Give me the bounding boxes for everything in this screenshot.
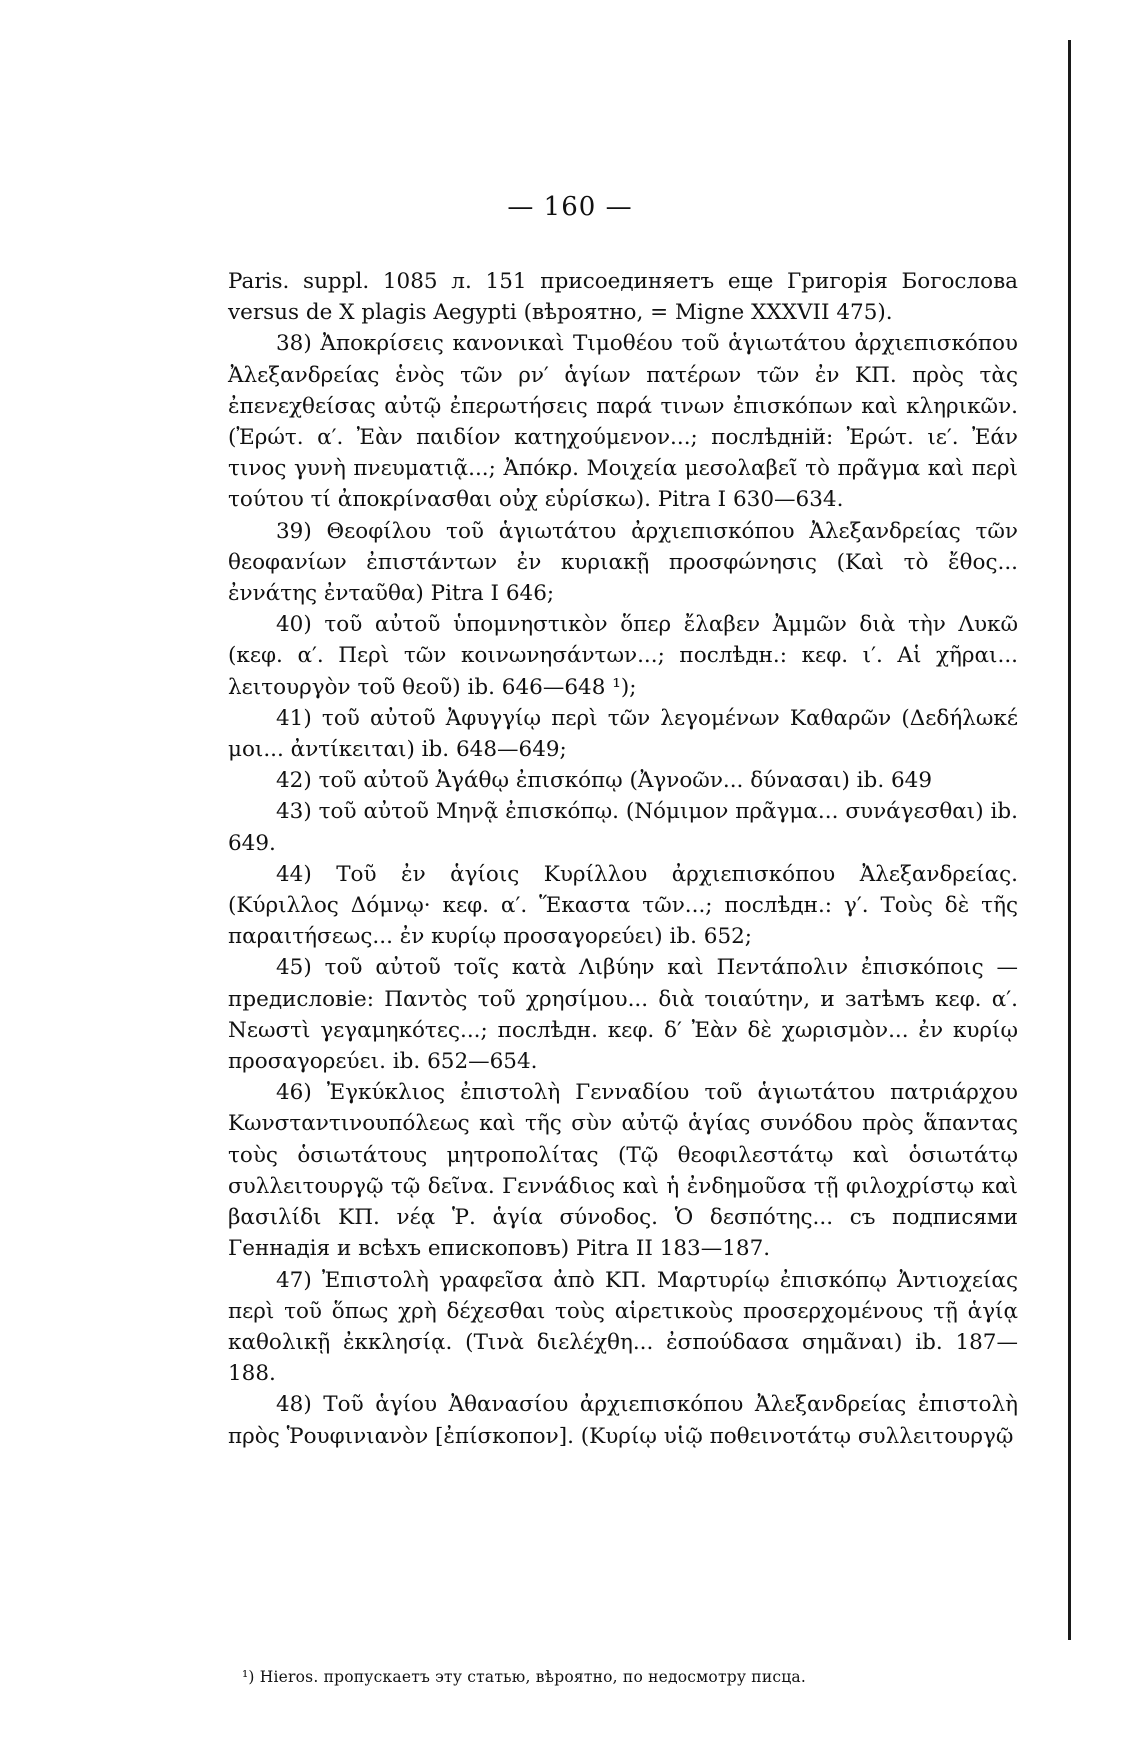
paragraph-43: 43) τοῦ αὐτοῦ Μηνᾷ ἐπισκόπῳ. (Νόμιμον πρᾶγμα... συνάγεσθαι) ib. 649. [228,799,1018,856]
paragraph-47: 47) Ἐπιστολὴ γραφεῖσα ἀπὸ ΚΠ. Μαρτυρίῳ ἐπισκόπῳ Ἀντιοχείας περὶ τοῦ ὅπως χρὴ δέχεσθαι τοὺς αἱρετικοὺς προσερχομένους τῇ ἁγίᾳ καθολικῇ ἐκκλησίᾳ. (Τινὰ διελέχθη... ἐσπούδασα σημᾶναι) ib. 187—188. [228,1267,1018,1387]
footnote: ¹) Hieros. пропускаетъ эту статью, вѣроятно, по недосмотру писца. [242,1668,806,1686]
paragraph-38: 38) Ἀποκρίσεις κανονικαὶ Τιμοθέου τοῦ ἁγιωτάτου ἀρχιεπισκόπου Ἀλεξανδρείας ἑνὸς τῶν ρν′ ἁγίων πατέρων τῶν ἐν ΚΠ. πρὸς τὰς ἐπενεχθείσας αὐτῷ ἐπερωτήσεις παρά τινων ἐπισκόπων καὶ κληρικῶν. (Ἐρώτ. α′. Ἐὰν παιδίον κατηχούμενον...; послѣдній: Ἐρώτ. ιε′. Ἐάν τινος γυνὴ πνευματιᾷ...; Ἀπόκρ. Μοιχεία μεσολαβεῖ τὸ πρᾶγμα καὶ περὶ τούτου τί ἀποκρίνασθαι οὐχ εὑρίσκω). Pitra I 630—634. [228,331,1018,513]
paragraph-39: 39) Θεοφίλου τοῦ ἁγιωτάτου ἀρχιεπισκόπου Ἀλεξανδρείας τῶν θεοφανίων ἐπιστάντων ἐν κυριακῇ προσφώνησις (Καὶ τὸ ἔθος... ἐννάτης ἐνταῦθα) Pitra I 646; [228,518,1018,607]
page-number: — 160 — [507,192,633,222]
paragraph-42: 42) τοῦ αὐτοῦ Ἀγάθῳ ἐπισκόπῳ (Ἀγνοῶν... δύνασαι) ib. 649 [276,768,933,794]
paragraph-46: 46) Ἐγκύκλιος ἐπιστολὴ Γενναδίου τοῦ ἁγιωτάτου πατριάρχου Κωνσταντινουπόλεως καὶ τῆς σὺν αὐτῷ ἁγίας συνόδου πρὸς ἅπαντας τοὺς ὁσιωτάτους μητροπολίτας (Τῷ θεοφιλεστάτῳ καὶ ὁσιωτάτῳ συλλειτουργῷ τῷ δεῖνα. Γεννάδιος καὶ ἡ ἐνδημοῦσα τῇ φιλοχρίστῳ καὶ βασιλίδι ΚΠ. νέᾳ Ῥ. ἁγία σύνοδος. Ὁ δεσπότης... съ подписями Геннадія и всѣхъ епископовъ) Pitra II 183—187. [228,1080,1018,1262]
paragraph-40: 40) τοῦ αὐτοῦ ὑπομνηστικὸν ὅπερ ἔλαβεν Ἀμμῶν διὰ τὴν Λυκῶ (κεφ. α′. Περὶ τῶν κοινωνησάντων...; послѣдн.: κεφ. ι′. Αἱ χῆραι... λειτουργὸν τοῦ θεοῦ) ib. 646—648 ¹); [228,612,1018,700]
paragraph-41: 41) τοῦ αὐτοῦ Ἀφυγγίῳ περὶ τῶν λεγομένων Καθαρῶν (Δεδήλωκέ μοι... ἀντίκειται) ib. 648—649; [228,705,1018,763]
paragraph-45: 45) τοῦ αὐτοῦ τοῖς κατὰ Λιβύην καὶ Πεντάπολιν ἐπισκόποις — предисловіе: Παντὸς τοῦ χρησίμου... διὰ τοιαύτην, и затѣмъ κεφ. α′. Νεωστὶ γεγαμηκότες...; послѣдн. κεφ. δ′ Ἐὰν δὲ χωρισμὸν... ἐν κυρίῳ προσαγορεύει. ib. 652—654. [228,955,1018,1075]
paragraph-paris-suppl: Paris. suppl. 1085 л. 151 присоединяетъ еще Григорія Богослова versus de X plagis Aegypti (вѣроятно, = Migne XXXVII 475). [228,269,1018,326]
main-text [228,266,1018,1452]
paragraph-48: 48) Τοῦ ἁγίου Ἀθανασίου ἀρχιεπισκόπου Ἀλεξανδρείας ἐπιστολὴ πρὸς Ῥουφινιανὸν [ἐπίσκοπον]. (Κυρίῳ υἱῷ ποθεινοτάτῳ συλλειτουργῷ [228,1392,1018,1449]
margin-rule [1068,40,1071,1640]
paragraph-44: 44) Τοῦ ἐν ἁγίοις Κυρίλλου ἀρχιεπισκόπου Ἀλεξανδρείας. (Κύριλλος Δόμνῳ· κεφ. α′. Ἕκαστα τῶν...; послѣдн.: γ′. Τοὺς δὲ τῆς παραιτήσεως... ἐν κυρίῳ προσαγορεύει) ib. 652; [228,861,1018,950]
